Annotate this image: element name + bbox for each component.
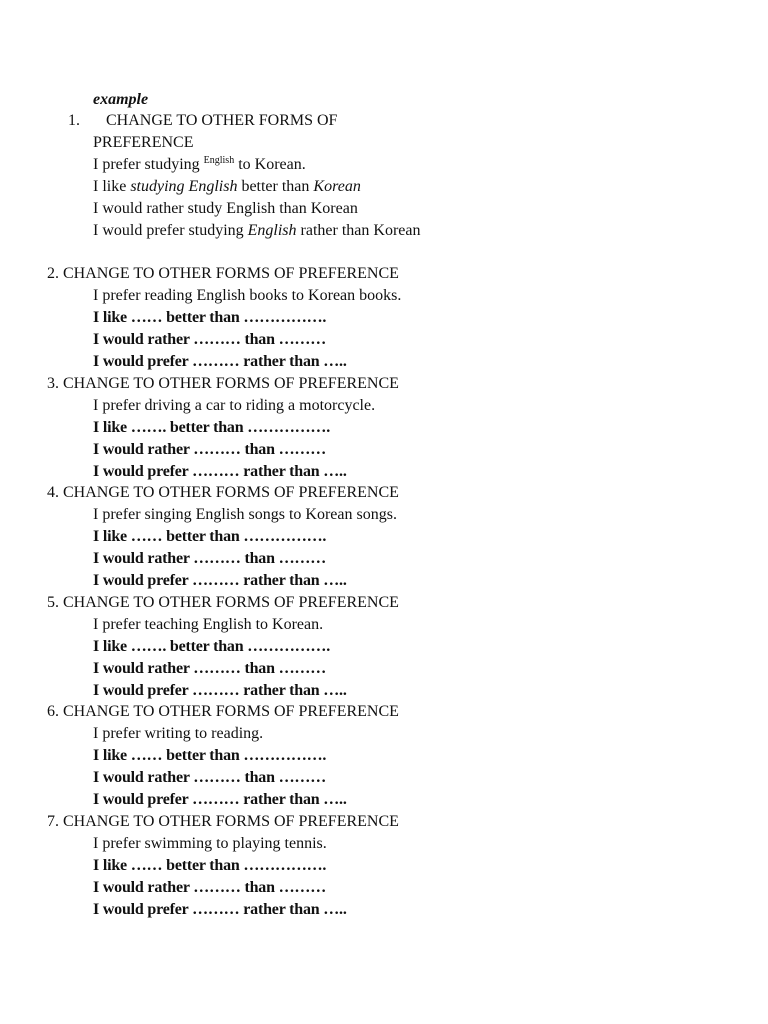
exercise-heading: 4. CHANGE TO OTHER FORMS OF PREFERENCE	[47, 484, 399, 501]
exercise-prefer-blank: I would prefer ……… rather than …..	[93, 353, 347, 370]
example-line-2	[93, 176, 361, 198]
exercise-heading: 7. CHANGE TO OTHER FORMS OF PREFERENCE	[47, 813, 399, 830]
exercise-heading: 5. CHANGE TO OTHER FORMS OF PREFERENCE	[47, 594, 399, 611]
example-line-1-after: to Korean.	[234, 156, 306, 173]
exercise-sentence: I prefer reading English books to Korean books.	[93, 287, 402, 304]
exercise-like-blank: I like …… better than …………….	[93, 528, 327, 545]
example-line-1-superscript: English	[203, 155, 235, 166]
exercise-prefer-blank: I would prefer ……… rather than …..	[93, 682, 347, 699]
example-line-4-c: rather than Korean	[296, 222, 421, 239]
example-line-1-before: I prefer studying	[93, 156, 204, 173]
exercise-rather-blank: I would rather ……… than ………	[93, 879, 326, 896]
example-label: example	[93, 91, 149, 108]
example-line-3: I would rather study English than Korean	[93, 200, 358, 217]
exercise-heading: 2. CHANGE TO OTHER FORMS OF PREFERENCE	[47, 265, 399, 282]
exercise-like-blank: I like …… better than …………….	[93, 309, 327, 326]
exercise-prefer-blank: I would prefer ……… rather than …..	[93, 463, 347, 480]
example-line-2-a: I like	[93, 178, 131, 195]
exercise-like-blank: I like ……. better than …………….	[93, 419, 331, 436]
example-line-2-d: Korean	[313, 178, 361, 195]
example-number: 1.	[68, 112, 80, 129]
exercise-heading: 6. CHANGE TO OTHER FORMS OF PREFERENCE	[47, 703, 399, 720]
example-line-2-c: better than	[237, 178, 314, 195]
example-line-4-a: I would prefer studying	[93, 222, 248, 239]
exercise-sentence: I prefer driving a car to riding a motorcycle.	[93, 397, 376, 414]
exercise-prefer-blank: I would prefer ……… rather than …..	[93, 572, 347, 589]
exercise-sentence: I prefer swimming to playing tennis.	[93, 835, 327, 852]
exercise-sentence: I prefer singing English songs to Korean songs.	[93, 506, 397, 523]
exercise-rather-blank: I would rather ……… than ………	[93, 331, 326, 348]
example-heading-line2: PREFERENCE	[93, 134, 194, 151]
exercise-sentence: I prefer writing to reading.	[93, 725, 264, 742]
example-heading-line1: CHANGE TO OTHER FORMS OF	[106, 112, 338, 129]
example-line-1	[93, 154, 306, 176]
exercise-like-blank: I like …… better than …………….	[93, 857, 327, 874]
exercise-heading: 3. CHANGE TO OTHER FORMS OF PREFERENCE	[47, 375, 399, 392]
exercise-prefer-blank: I would prefer ……… rather than …..	[93, 791, 347, 808]
exercise-prefer-blank: I would prefer ……… rather than …..	[93, 901, 347, 918]
example-line-4-b: English	[247, 222, 297, 239]
example-line-2-b: studying English	[130, 178, 238, 195]
exercise-like-blank: I like …… better than …………….	[93, 747, 327, 764]
exercise-rather-blank: I would rather ……… than ………	[93, 660, 326, 677]
exercise-rather-blank: I would rather ……… than ………	[93, 550, 326, 567]
exercise-sentence: I prefer teaching English to Korean.	[93, 616, 324, 633]
exercise-rather-blank: I would rather ……… than ………	[93, 441, 326, 458]
exercise-rather-blank: I would rather ……… than ………	[93, 769, 326, 786]
exercise-like-blank: I like ……. better than …………….	[93, 638, 331, 655]
example-line-4	[93, 220, 420, 242]
